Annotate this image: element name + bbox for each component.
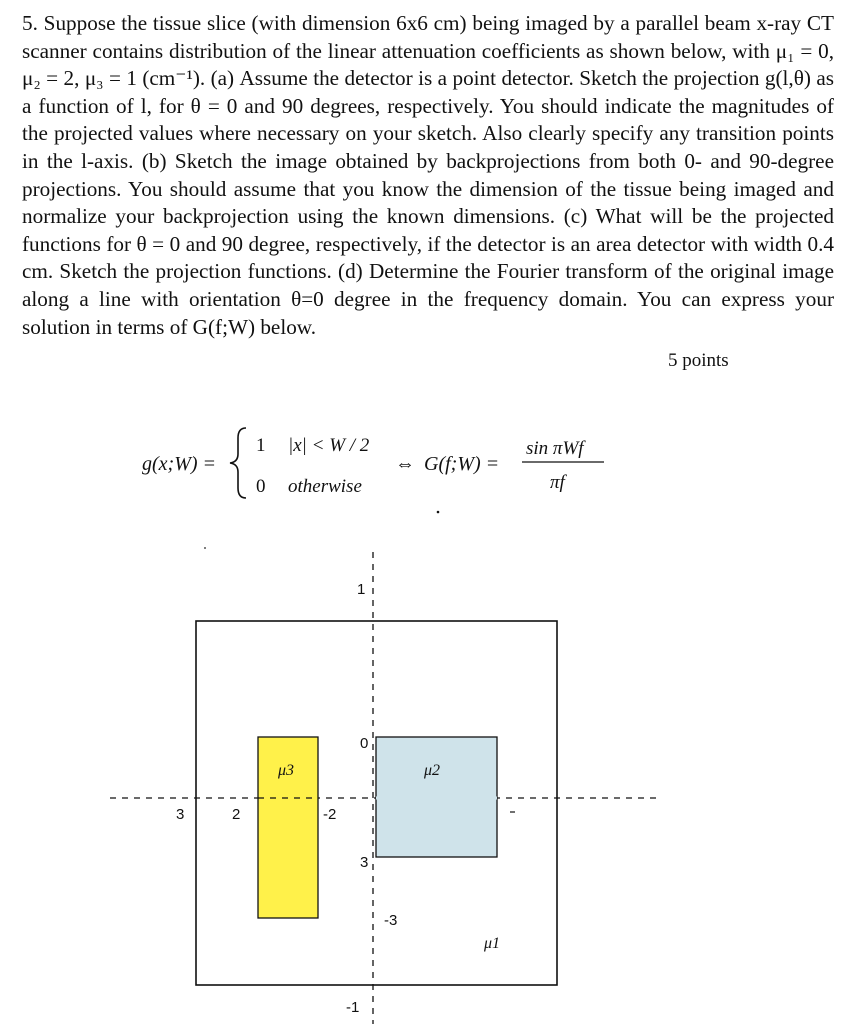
axis-label-y-lower: 3 [360, 854, 369, 871]
formula-case2-condition: otherwise [288, 476, 362, 497]
label-mu1: μ1 [484, 935, 501, 952]
label-mu2: μ2 [424, 762, 441, 779]
rect-function-formula [142, 428, 604, 549]
problem-text: Suppose the tissue slice (with dimension 6x6 cm) being imaged by a parallel beam x-ray CT scanner contains distribution of the linear attenuation coefficients as shown below, with μ₁ = 0, μ₂ = 2, μ₃ = 1 (cm⁻¹). (a) Assume the detector is a point detector. Sketch the projection g(l,θ) as a function of l, for θ = 0 and 90 degrees, respectively. You should indicate the magnitudes of the projected values where necessary on your sketch. Also clearly specify any transition points in the l-axis. (b) Sketch the image obtained by backprojections from both 0- and 90-degree projections. You should assume that you know the dimension of the tissue being imaged and normalize your backprojection using the known dimensions. (c) What will be the projected functions for θ = 0 and 90 degree, respectively, if the detector is an area detector with width 0.4 cm. Sketch the projection functions. (d) Determine the Fourier transform of the original image along a line with orientation θ=0 degree in the frequency domain. You can express your solution in terms of G(f;W) below. [22, 11, 834, 339]
problem-number: 5. [22, 11, 38, 35]
axis-label-y-mid-low: -3 [384, 912, 398, 929]
formula-case2-value: 0 [256, 476, 266, 497]
tissue-diagram [110, 552, 660, 1024]
axis-label-y-bottom: -1 [346, 999, 360, 1016]
label-mu3: μ3 [278, 762, 295, 779]
axis-label-x-right: -2 [323, 806, 337, 823]
formula-denominator: πf [550, 472, 565, 493]
axis-label-x-left-inner: 2 [232, 806, 241, 823]
formula-rhs-lhs: G(f;W) = [424, 453, 500, 475]
formula-case1-condition: |x| < W / 2 [288, 435, 370, 456]
stray-dot-2 [204, 547, 206, 549]
formula-case1-value: 1 [256, 435, 266, 456]
axis-label-y-top: 1 [357, 581, 366, 598]
points-label: 5 points [668, 350, 729, 371]
stray-dot [437, 511, 440, 514]
axis-label-y-upper: 0 [360, 735, 369, 752]
formula-equivalence-arrow: ⇔ [395, 453, 415, 475]
formula-lhs: g(x;W) = [142, 453, 217, 475]
formula-numerator: sin πWf [526, 438, 584, 459]
axis-label-x-left-outer: 3 [176, 806, 185, 823]
formula-brace [230, 428, 246, 498]
